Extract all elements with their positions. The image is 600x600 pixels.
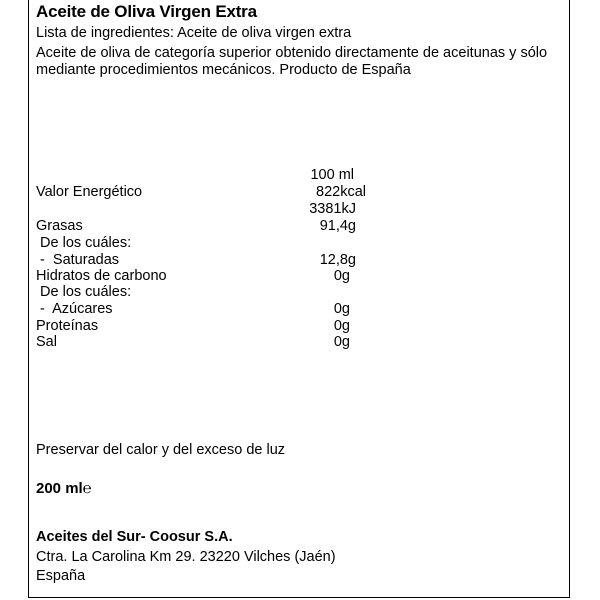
nutrition-per-label: 100 ml <box>310 167 354 183</box>
row-label-of-which-2: De los cuáles: <box>36 284 132 300</box>
product-description: Aceite de oliva de categoría superior obtenido directamente de aceitunas y sólo mediante procedimientos mecánicos. Producto de España <box>36 45 548 78</box>
manufacturer-country: España <box>36 568 86 584</box>
net-quantity <box>36 480 92 497</box>
storage-instructions: Preservar del calor y del exceso de luz <box>36 442 286 458</box>
energy-kj: 3381kJ <box>309 201 356 217</box>
row-label-fats: Grasas <box>36 218 83 234</box>
row-value-salt: 0g <box>333 334 350 350</box>
manufacturer-name: Aceites del Sur- Coosur S.A. <box>36 529 233 545</box>
manufacturer-address: Ctra. La Carolina Km 29. 23220 Vilches (Jaén) <box>36 549 336 565</box>
row-label-salt: Sal <box>36 334 57 350</box>
row-label-of-which-1: De los cuáles: <box>36 235 132 251</box>
row-label-sugars: - Azúcares <box>36 301 113 317</box>
estimated-e-icon: ℮ <box>82 480 92 497</box>
product-title: Aceite de Oliva Virgen Extra <box>36 2 257 21</box>
row-label-carbohydrates: Hidratos de carbono <box>36 268 167 284</box>
row-value-proteins: 0g <box>333 318 350 334</box>
net-quantity-amount: 200 ml <box>36 480 83 497</box>
ingredients-list: Lista de ingredientes: Aceite de oliva virgen extra <box>36 25 352 41</box>
row-value-fats: 91,4g <box>319 218 356 234</box>
energy-label: Valor Energético <box>36 184 143 200</box>
row-value-sugars: 0g <box>333 301 350 317</box>
row-value-saturated: 12,8g <box>319 252 356 268</box>
energy-kcal: 822kcal <box>316 184 366 200</box>
row-label-proteins: Proteínas <box>36 318 99 334</box>
row-value-carbohydrates: 0g <box>333 268 350 284</box>
row-label-saturated: - Saturadas <box>36 252 120 268</box>
